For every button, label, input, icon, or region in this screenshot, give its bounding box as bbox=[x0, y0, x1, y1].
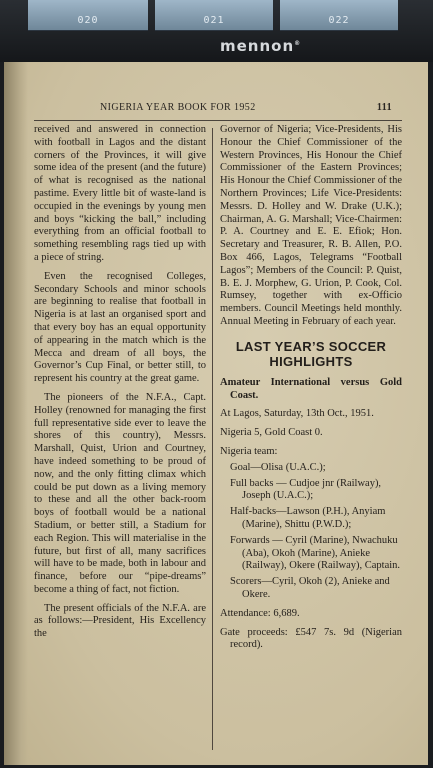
paragraph: The pioneers of the N.F.A., Capt. Holley (renowned for managing the first full representative side ever to leave the shores of this country), Messrs. Marshall, Quist, Urion and Courtney, have indeed something to be proud of now, and the only fitting climax which could be put down as a living memory to these and all the other back-room boys of football would be a national Stadium, or better still, a Stadium for each Region. This will materialise in the future, but first of all, many sacrifices will have to be made, both in labour and finance, before our “pipe-dreams” become a thing of fact, not fiction. bbox=[34, 391, 206, 595]
list-item: Full backs — Cudjoe jnr (Railway), Joseph (U.A.C.); bbox=[230, 477, 382, 502]
gate-proceeds: Gate proceeds: £547 7s. 9d (Nigerian record). bbox=[220, 626, 402, 651]
book-page bbox=[4, 62, 428, 765]
list-item: Forwards — Cyril (Marine), Nwachuku (Aba), Okoh (Marine), Anieke (Railway), Okere (Railway), Captain. bbox=[230, 534, 401, 572]
list-item: Scorers—Cyril, Okoh (2), Anieke and Okere. bbox=[230, 576, 390, 600]
running-head bbox=[56, 102, 396, 116]
match-title: Amateur International versus Gold Coast. bbox=[220, 376, 402, 401]
slot-label: 020 bbox=[77, 15, 99, 26]
left-column bbox=[34, 124, 206, 647]
scanner-slot-2 bbox=[155, 0, 273, 31]
running-title: NIGERIA YEAR BOOK FOR 1952 bbox=[100, 102, 256, 113]
section-heading: LAST YEAR’S SOCCER HIGHLIGHTS bbox=[235, 338, 387, 369]
list-item: Half-backs—Lawson (P.H.), Anyiam (Marine), Shittu (P.W.D.); bbox=[230, 506, 386, 530]
slot-label: 021 bbox=[203, 15, 225, 26]
page-number: 111 bbox=[376, 102, 392, 113]
list-item: Goal—Olisa (U.A.C.); bbox=[230, 461, 326, 473]
scanner-header bbox=[0, 0, 433, 62]
paragraph: Even the recognised Colleges, Secondary Schools and minor schools are beginning to realise that football in Nigeria is at last an organised sport and that every boy has an equal opportunity of appearing in the match which is the Mecca and dream of all boys, the Governor’s Cup Final, or better still, to represent his country at the great game. bbox=[34, 270, 206, 385]
brand-mark: ® bbox=[294, 40, 302, 47]
match-result: Nigeria 5, Gold Coast 0. bbox=[220, 427, 323, 439]
slot-label: 022 bbox=[328, 15, 350, 26]
match-venue: At Lagos, Saturday, 13th Oct., 1951. bbox=[220, 408, 374, 420]
brand-text: mennon bbox=[220, 37, 295, 55]
header-rule bbox=[34, 120, 402, 121]
scanner-slot-1 bbox=[28, 0, 148, 31]
team-label: Nigeria team: bbox=[220, 445, 278, 457]
officials-paragraph: Governor of Nigeria; Vice-Presidents, His Honour the Chief Commissioner of the Western Provinces, His Honour the Chief Commissioner of the Eastern Provinces; His Honour the Chief Commissioner of the Northern Provinces; Life Vice-Presidents: Messrs. D. Holley and W. Drake (U.K.); Chairman, A. G. Marshall; Vice-Chairmen: P. A. Courtney and E. E. Efiok; Hon. Secretary and Treasurer, R. B. Allen, P.O. Box 466, Lagos, Telegrams “Football Lagos”; Members of the Council: P. Quist, B. E. J. Morphew, G. Urion, P. Cook, Col. Rumsey, together with ex-Officio members. Council Meetings held monthly. Annual Meeting in February of each year. bbox=[220, 124, 402, 327]
team-list bbox=[220, 462, 402, 602]
right-column bbox=[220, 124, 402, 658]
paragraph: received and answered in connection with football in Lagos and the distant corners of the Provinces, it will give some idea of the present (and the future) of what is recognised as the national pastime. Every little bit of waste-land is occupied in the evenings by young men and boys “kicking the ball,” including everything from an official football to something resembling rags tied up with a piece of string. bbox=[34, 124, 206, 263]
attendance: Attendance: 6,689. bbox=[220, 607, 300, 619]
brand-logo bbox=[220, 37, 301, 55]
paragraph: The present officials of the N.F.A. are as follows:—President, His Excellency the bbox=[34, 602, 206, 640]
column-divider bbox=[212, 128, 213, 750]
scanner-slot-3 bbox=[280, 0, 398, 31]
page-gutter bbox=[4, 62, 28, 765]
